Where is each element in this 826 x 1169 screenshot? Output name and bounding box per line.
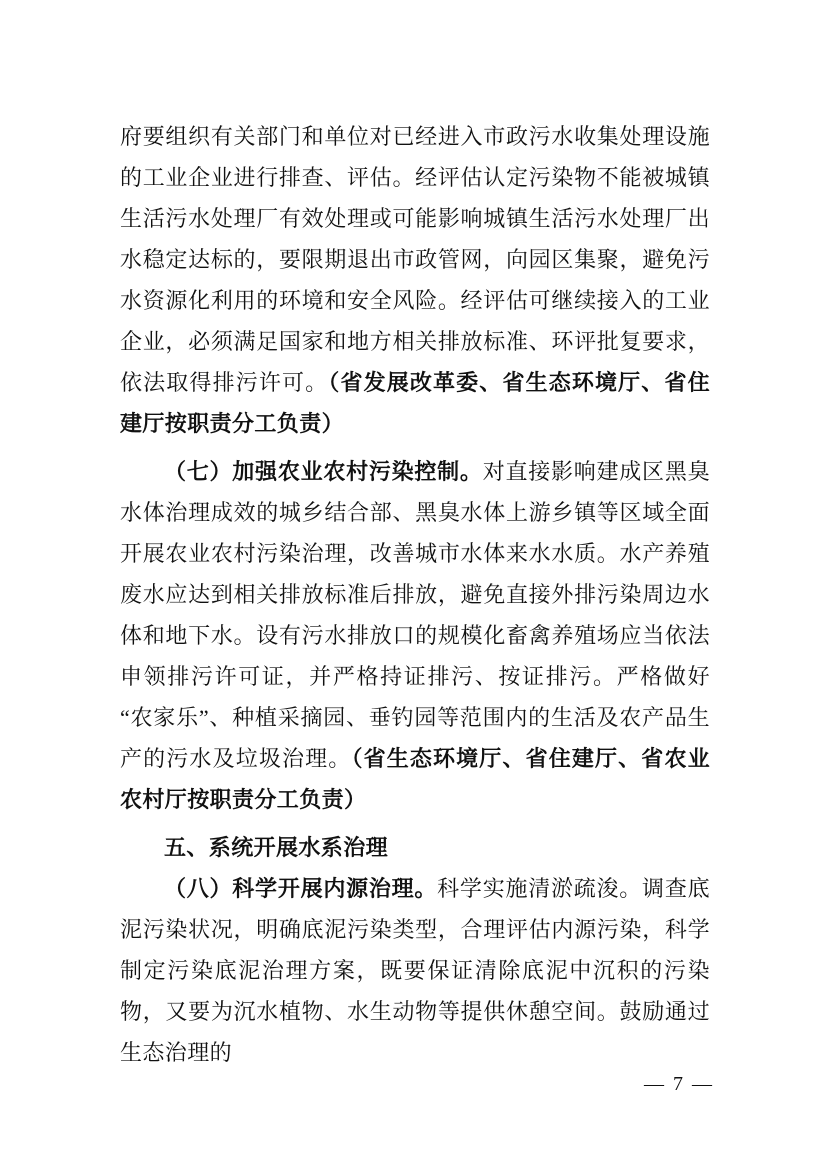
item-heading-run: （七）加强农业农村污染控制。 (164, 459, 483, 484)
document-body (120, 116, 710, 1073)
body-text-run: 府要组织有关部门和单位对已经进入市政污水收集处理设施的工业企业进行排查、评估。经评估认定污染物不能被城镇生活污水处理厂有效处理或可能影响城镇生活污水处理厂出水稳定达标的，要限期退出市政管网，向园区集聚，避免污水资源化利用的环境和安全风险。经评估可继续接入的工业企业，必须满足国家和地方相关排放标准、环评批复要求，依法取得排污许可。 (120, 124, 710, 395)
paragraph-industrial-wastewater (120, 116, 710, 444)
body-text-run: 科学实施清淤疏浚。调查底泥污染状况，明确底泥污染类型，合理评估内源污染，科学制定污染底泥治理方案，既要保证清除底泥中沉积的污染物，又要为沉水植物、水生动物等提供休憩空间。鼓励通过生态治理的 (120, 876, 710, 1065)
responsibility-note: （省发展改革委、省生态环境厅、省住建厅按职责分工负责） (120, 370, 710, 436)
responsibility-note: （省生态环境厅、省住建厅、省农业农村厅按职责分工负责） (120, 746, 710, 812)
paragraph-item-8 (120, 868, 710, 1073)
item-heading-run: （八）科学开展内源治理。 (164, 876, 438, 901)
page-number: — 7 — (644, 1073, 714, 1095)
section-heading (120, 827, 710, 868)
paragraph-item-7 (120, 451, 710, 820)
body-text-run: 对直接影响建成区黑臭水体治理成效的城乡结合部、黑臭水体上游乡镇等区域全面开展农业农村污染治理，改善城市水体来水水质。水产养殖废水应达到相关排放标准后排放，避免直接外排污染周边水体和地下水。设有污水排放口的规模化畜禽养殖场应当依法申领排污许可证，并严格持证排污、按证排污。严格做好“农家乐”、种植采摘园、垂钓园等范围内的生活及农产品生产的污水及垃圾治理。 (120, 459, 710, 771)
section-heading-run: 五、系统开展水系治理 (164, 835, 389, 860)
